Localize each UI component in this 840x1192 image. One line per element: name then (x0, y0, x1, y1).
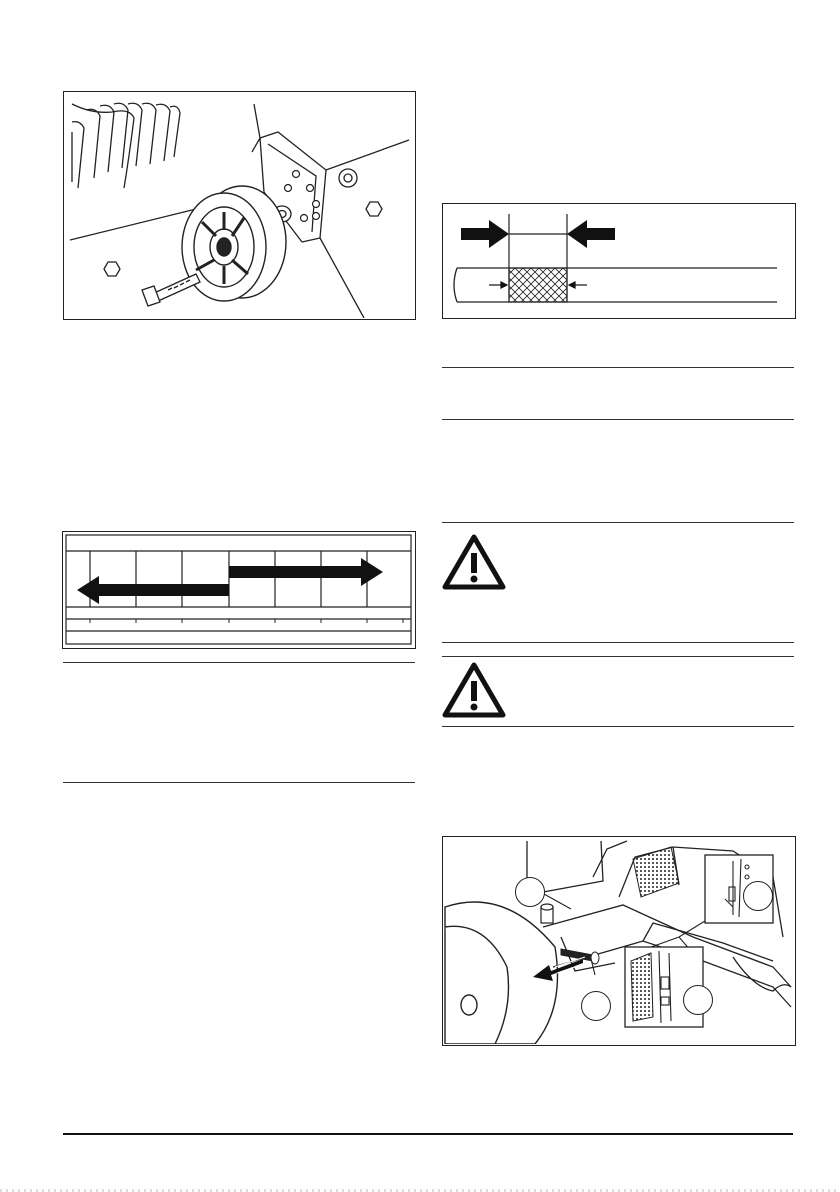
section-rule (442, 522, 794, 523)
figure-wheel-install (63, 91, 416, 320)
warning-box (442, 660, 794, 726)
section-rule (63, 782, 415, 783)
section-rule (63, 662, 415, 663)
figure-frame-detail (442, 836, 796, 1046)
footer-rule (63, 1133, 793, 1135)
warning-triangle-icon (442, 662, 506, 718)
warning-box (442, 532, 794, 642)
section-rule (442, 419, 794, 420)
section-rule (442, 726, 794, 727)
figure-weld-width (442, 203, 796, 319)
callout-circle (683, 985, 713, 1015)
section-rule (442, 642, 794, 643)
frame-detail-drawing (443, 837, 794, 1044)
figure-adjust-scale (62, 531, 416, 649)
adjust-scale-drawing (63, 532, 414, 647)
callout-circle (515, 877, 545, 907)
warning-triangle-icon (442, 534, 506, 590)
callout-circle (581, 991, 611, 1021)
weld-width-drawing (443, 204, 794, 317)
callout-circle (743, 881, 773, 911)
section-rule (442, 656, 794, 657)
section-rule (442, 367, 794, 368)
wheel-install-drawing (64, 92, 414, 318)
